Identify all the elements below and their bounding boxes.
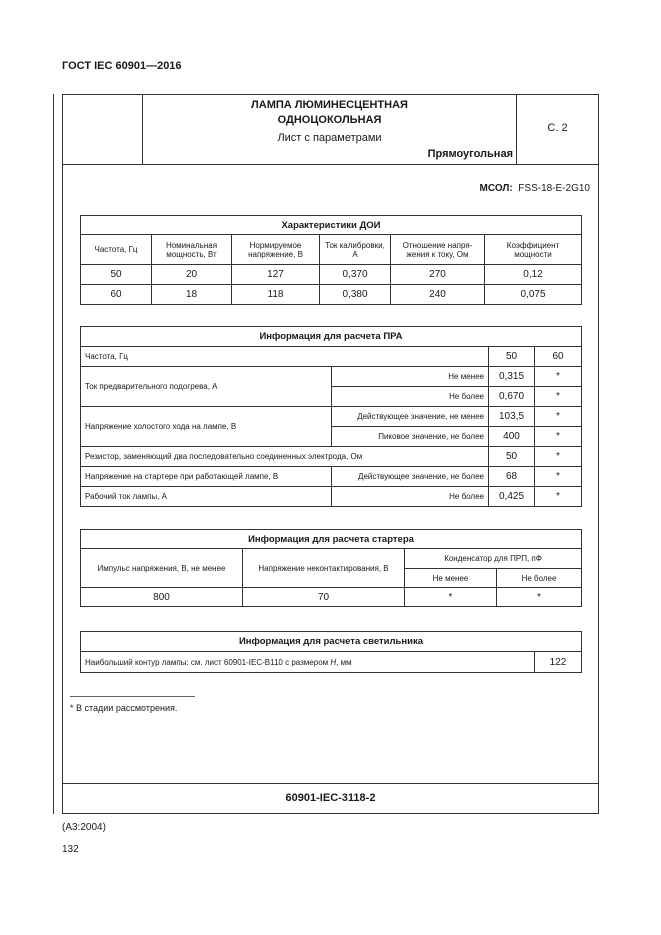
- doi-header: Отношение напря-жения к току, Ом: [391, 235, 485, 265]
- lamp-shape: Прямоугольная: [427, 148, 513, 160]
- doi-header: Частота, Гц: [81, 235, 152, 265]
- document-header: ГОСТ IEC 60901—2016: [62, 60, 182, 72]
- pra-value: *: [535, 467, 582, 487]
- starter-subheader: Не более: [497, 569, 582, 588]
- pra-value: 0,425: [489, 487, 535, 507]
- pra-table: [80, 326, 582, 507]
- pra-label: Рабочий ток лампы, А: [81, 487, 332, 507]
- pra-value: 0,670: [489, 387, 535, 407]
- sheet-title: [143, 98, 516, 128]
- starter-table: [80, 529, 582, 607]
- doi-header: Ток калибровки, А: [320, 235, 391, 265]
- pra-sublabel: Действующее значение, не более: [332, 467, 489, 487]
- luminaire-label-symbol: H: [330, 657, 337, 667]
- pra-label: Напряжение холостого хода на лампе, В: [81, 407, 332, 447]
- doi-cell: 18: [152, 285, 232, 305]
- pra-value: *: [535, 387, 582, 407]
- pra-value: *: [535, 487, 582, 507]
- pra-value: 400: [489, 427, 535, 447]
- msol-value: FSS-18-E-2G10: [518, 183, 590, 194]
- doi-cell: 0,370: [320, 265, 391, 285]
- doi-cell: 50: [81, 265, 152, 285]
- starter-value: *: [497, 588, 582, 607]
- pra-value: *: [535, 427, 582, 447]
- luminaire-label-text: Наибольший контур лампы: см. лист 60901-IEC-B110 с размером: [85, 657, 331, 667]
- header-bottom-line: [62, 164, 599, 165]
- pra-value: 50: [489, 347, 535, 367]
- pra-value: 60: [535, 347, 582, 367]
- pra-label: Частота, Гц: [81, 347, 489, 367]
- page-reference: С. 2: [547, 122, 568, 134]
- pra-value: 0,315: [489, 367, 535, 387]
- pra-label: Напряжение на стартере при работающей лампе, В: [81, 467, 332, 487]
- pra-sublabel: Не более: [332, 387, 489, 407]
- amendment: (А3:2004): [62, 822, 106, 833]
- starter-subheader: Не менее: [405, 569, 497, 588]
- doi-table: [80, 215, 582, 305]
- pra-value: *: [535, 407, 582, 427]
- pra-value: 68: [489, 467, 535, 487]
- doi-header: Нормируемое напряжение, В: [232, 235, 320, 265]
- margin-line: [53, 94, 54, 814]
- doi-caption: Характеристики ДОИ: [81, 216, 582, 235]
- sheet-code: 60901-IEC-3118-2: [285, 792, 376, 804]
- pra-value: 50: [489, 447, 535, 467]
- pra-value: *: [535, 447, 582, 467]
- pra-value: *: [535, 367, 582, 387]
- luminaire-value: 122: [535, 652, 582, 673]
- doi-header: Коэффициент мощности: [485, 235, 582, 265]
- msol-label: МСОЛ:: [479, 183, 513, 194]
- doi-cell: 0,12: [485, 265, 582, 285]
- pra-caption: Информация для расчета ПРА: [81, 327, 582, 347]
- doi-cell: 60: [81, 285, 152, 305]
- starter-value: 70: [243, 588, 405, 607]
- footnote: * В стадии рассмотрения.: [70, 703, 178, 713]
- doi-cell: 118: [232, 285, 320, 305]
- starter-header: Напряжение неконтактирования, В: [243, 549, 405, 588]
- title-line-2: ОДНОЦОКОЛЬНАЯ: [277, 114, 382, 126]
- luminaire-label: [81, 652, 535, 673]
- doi-cell: 240: [391, 285, 485, 305]
- title-line-1: ЛАМПА ЛЮМИНЕСЦЕНТНАЯ: [251, 99, 408, 111]
- pra-sublabel: Не менее: [332, 367, 489, 387]
- luminaire-label-unit: , мм: [336, 657, 352, 667]
- pra-sublabel: Пиковое значение, не более: [332, 427, 489, 447]
- doi-cell: 127: [232, 265, 320, 285]
- pra-label: Ток предварительного подогрева, А: [81, 367, 332, 407]
- luminaire-caption: Информация для расчета светильника: [81, 632, 582, 652]
- doi-cell: 20: [152, 265, 232, 285]
- pra-sublabel: Не более: [332, 487, 489, 507]
- pra-value: 103,5: [489, 407, 535, 427]
- luminaire-table: [80, 631, 582, 673]
- sheet-subtitle: Лист с параметрами: [277, 132, 382, 144]
- pra-label: Резистор, заменяющий два последовательно соединенных электрода, Ом: [81, 447, 489, 467]
- page-number: 132: [62, 844, 79, 855]
- doi-cell: 270: [391, 265, 485, 285]
- starter-header: Конденсатор для ПРП, пФ: [405, 549, 582, 569]
- header-left-cell: [62, 94, 143, 164]
- msol-designation: [62, 183, 590, 194]
- doi-header: Номинальная мощность, Вт: [152, 235, 232, 265]
- footnote-divider: [70, 696, 195, 697]
- pra-sublabel: Действующее значение, не менее: [332, 407, 489, 427]
- starter-header: Импульс напряжения, В, не менее: [81, 549, 243, 588]
- starter-value: 800: [81, 588, 243, 607]
- starter-caption: Информация для расчета стартера: [81, 530, 582, 549]
- footer-line: [62, 783, 599, 784]
- starter-value: *: [405, 588, 497, 607]
- doi-cell: 0,075: [485, 285, 582, 305]
- doi-cell: 0,380: [320, 285, 391, 305]
